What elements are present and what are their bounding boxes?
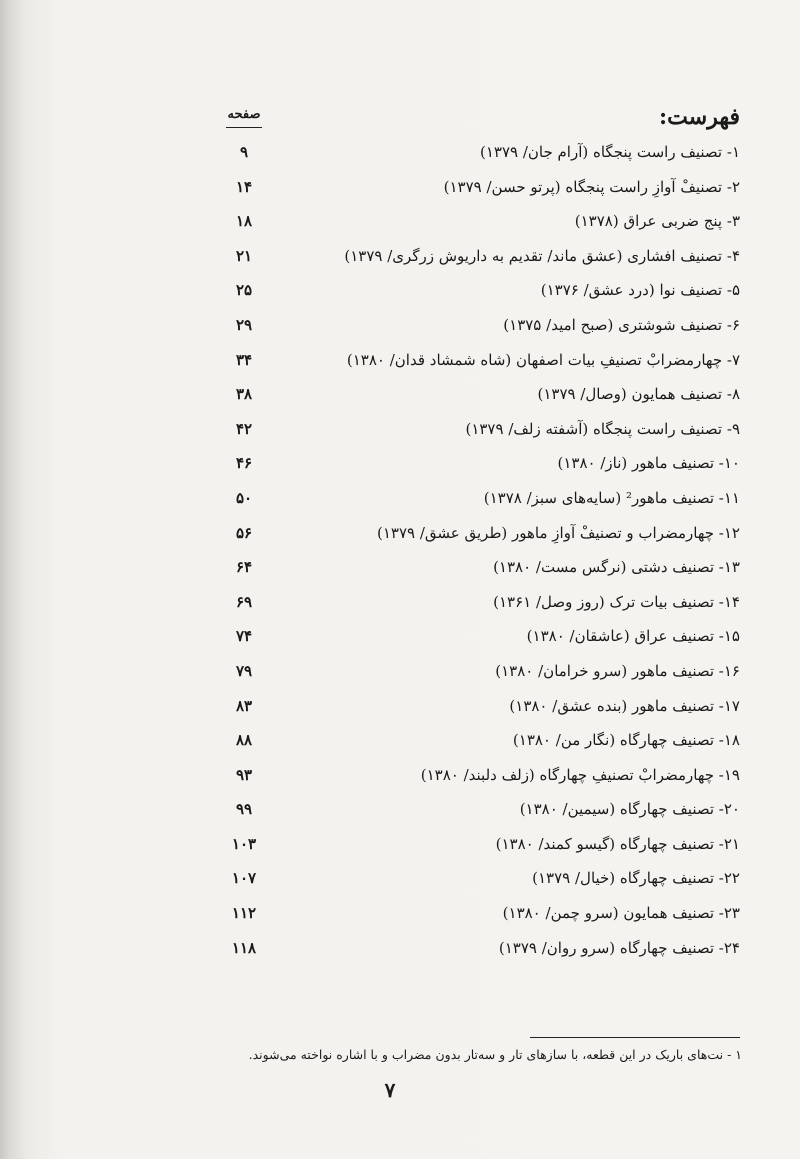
toc-entry-page: ۷۹ (235, 661, 253, 680)
toc-entry-page: ۸۳ (235, 696, 253, 715)
toc-entry (224, 835, 740, 870)
toc-entry-page: ۱۰۷ (231, 869, 257, 888)
toc-entry (224, 662, 740, 697)
page-number: ۷ (384, 1078, 396, 1102)
toc-entry (224, 143, 740, 178)
toc-entry (224, 593, 740, 628)
toc-entry-page: ۵۶ (235, 523, 253, 542)
toc-entry-page: ۳۸ (235, 385, 253, 404)
toc-entry-title: ۱۷- تصنیف ماهور (بنده عشق/ ۱۳۸۰) (509, 696, 740, 715)
toc-entry (224, 212, 740, 247)
toc-list (224, 143, 740, 973)
toc-entry (224, 385, 740, 420)
toc-entry (224, 731, 740, 766)
toc-entry-page: ۱۴ (235, 177, 253, 196)
toc-entry-title: ۲- تصنیفْ آوازِ راست پنجگاه (پرتو حسن/ ۱۳۷۹) (443, 177, 740, 196)
toc-entry-title: ۱۰- تصنیف ماهور (ناز/ ۱۳۸۰) (557, 454, 740, 473)
toc-entry-title: ۲۴- تصنیف چهارگاه (سرو روان/ ۱۳۷۹) (498, 938, 740, 957)
toc-entry-page: ۲۹ (235, 315, 253, 334)
toc-entry-page: ۶۹ (235, 592, 253, 611)
toc-entry (224, 489, 740, 524)
toc-entry-title: ۱۵- تصنیف عراق (عاشقان/ ۱۳۸۰) (526, 627, 740, 646)
toc-entry (224, 281, 740, 316)
toc-entry-title: ۱۸- تصنیف چهارگاه (نگار من/ ۱۳۸۰) (512, 731, 740, 750)
toc-entry (224, 351, 740, 386)
page-column-underline (226, 127, 262, 128)
toc-entry (224, 904, 740, 939)
toc-entry-page: ۹۹ (235, 800, 253, 819)
toc-entry-title: ۱۶- تصنیف ماهور (سرو خرامان/ ۱۳۸۰) (495, 661, 740, 680)
toc-entry-title: ۲۱- تصنیف چهارگاه (گیسو کمند/ ۱۳۸۰) (495, 834, 740, 853)
toc-entry-page: ۸۸ (235, 731, 253, 750)
toc-entry (224, 178, 740, 213)
toc-entry-page: ۴۶ (235, 454, 253, 473)
toc-entry-title: ۹- تصنیف راست پنجگاه (آشفته زلف/ ۱۳۷۹) (465, 419, 740, 438)
toc-entry (224, 558, 740, 593)
toc-entry-title: ۲۰- تصنیف چهارگاه (سیمین/ ۱۳۸۰) (519, 800, 740, 819)
page-column-label: صفحه (227, 107, 261, 122)
footnote: ۱ - نت‌های باریک در این قطعه، با سازهای تار و سه‌تار بدون مضراب و با اشاره نواخته می‌شوند. (248, 1047, 742, 1062)
toc-entry-title: ۴- تصنیف افشاری (عشق ماند/ تقدیم به داریوش زرگری/ ۱۳۷۹) (344, 246, 740, 265)
toc-entry-page: ۱۸ (235, 212, 253, 231)
toc-entry (224, 524, 740, 559)
toc-entry-page: ۷۴ (235, 627, 253, 646)
toc-entry (224, 697, 740, 732)
toc-entry-title: ۱۹- چهارمضرابْ تصنیفِ چهارگاه (زلف دلبند/ ۱۳۸۰) (420, 765, 740, 784)
toc-entry-title: ۶- تصنیف شوشتری (صبح امید/ ۱۳۷۵) (503, 315, 740, 334)
toc-entry-page: ۹ (239, 143, 249, 161)
toc-entry-page: ۶۴ (235, 558, 253, 577)
toc-entry-title: ۱۲- چهارمضراب و تصنیفْ آوازِ ماهور (طریق عشق/ ۱۳۷۹) (376, 523, 740, 542)
toc-entry-title: ۱۳- تصنیف دشتی (نرگس مست/ ۱۳۸۰) (493, 558, 740, 577)
toc-entry (224, 420, 740, 455)
toc-entry-page: ۱۱۸ (231, 938, 257, 957)
toc-entry (224, 454, 740, 489)
toc-entry (224, 316, 740, 351)
toc-entry-title: ۳- پنج ضربی عراق (۱۳۷۸) (574, 212, 740, 231)
toc-entry-page: ۱۰۳ (231, 834, 257, 853)
toc-entry-page: ۱۱۲ (231, 904, 257, 923)
toc-entry (224, 247, 740, 282)
toc-entry-title: ۱- تصنیف راست پنجگاه (آرام جان/ ۱۳۷۹) (479, 143, 740, 161)
toc-entry-page: ۹۳ (235, 765, 253, 784)
toc-entry-title: ۷- چهارمضرابْ تصنیفِ بیات اصفهان (شاه شمشاد قدان/ ۱۳۸۰) (346, 350, 740, 369)
toc-heading: فهرست: (659, 104, 740, 130)
toc-entry-title: ۱۱- تصنیف ماهور² (سایه‌های سبز/ ۱۳۷۸) (483, 488, 740, 507)
toc-entry (224, 627, 740, 662)
footnote-separator (530, 1037, 740, 1038)
toc-entry-page: ۵۰ (235, 488, 253, 507)
toc-entry-page: ۲۵ (235, 281, 253, 300)
toc-entry-title: ۱۴- تصنیف بیات ترک (روز وصل/ ۱۳۶۱) (493, 592, 740, 611)
toc-entry-page: ۲۱ (235, 246, 253, 265)
toc-entry-page: ۴۲ (235, 419, 253, 438)
toc-entry-title: ۲۳- تصنیف همایون (سرو چمن/ ۱۳۸۰) (502, 904, 740, 923)
toc-entry-title: ۲۲- تصنیف چهارگاه (خیال/ ۱۳۷۹) (532, 869, 740, 888)
toc-entry (224, 939, 740, 974)
toc-entry-title: ۵- تصنیف نوا (درد عشق/ ۱۳۷۶) (540, 281, 740, 300)
toc-entry (224, 766, 740, 801)
toc-entry (224, 800, 740, 835)
toc-entry (224, 869, 740, 904)
toc-entry-page: ۳۴ (235, 350, 253, 369)
toc-entry-title: ۸- تصنیف همایون (وصال/ ۱۳۷۹) (537, 385, 740, 404)
